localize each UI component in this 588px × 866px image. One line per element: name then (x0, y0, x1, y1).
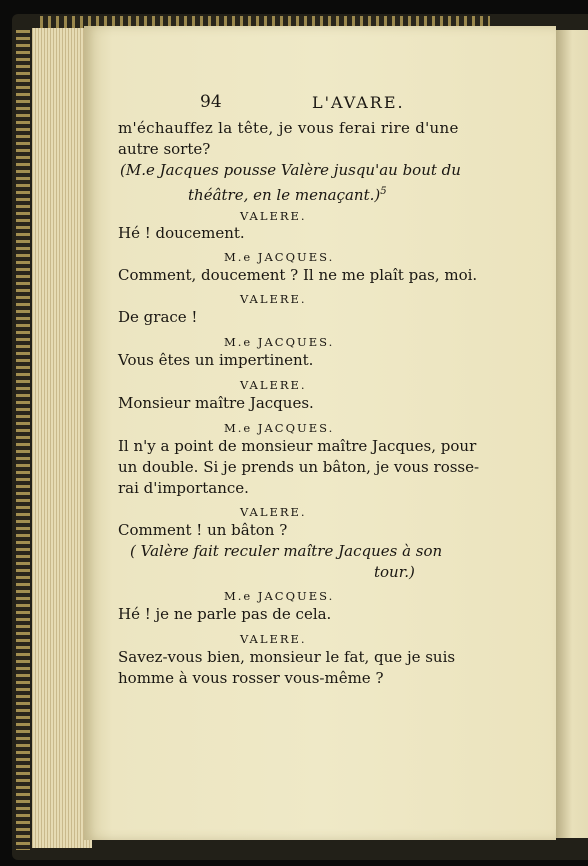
text-line: homme à vous rosser vous-même ? (118, 669, 384, 687)
running-title: L'AVARE. (312, 93, 405, 112)
stage-direction: ( Valère fait reculer maître Jacques à son (130, 542, 443, 560)
facing-page-edge (556, 30, 588, 838)
speaker-name: M.e JACQUES. (224, 421, 335, 435)
stage-direction: (M.e Jacques pousse Valère jusqu'au bout du (120, 161, 461, 179)
text-line: autre sorte? (118, 140, 211, 158)
speaker-name: VALERE. (240, 292, 307, 306)
speaker-name: M.e JACQUES. (224, 589, 335, 603)
text-line: Il n'y a point de monsieur maître Jacques, pour (118, 437, 477, 455)
text-line: Savez-vous bien, monsieur le fat, que je suis (118, 648, 456, 666)
speaker-name: VALERE. (240, 632, 307, 646)
footnote-marker: 5 (380, 186, 387, 197)
page-text (118, 92, 528, 687)
stage-direction: tour.) (374, 563, 415, 581)
text-line: Comment ! un bâton ? (118, 521, 288, 539)
page-number: 94 (200, 92, 222, 112)
stage-direction (188, 181, 387, 206)
text-line: De grace ! (118, 308, 198, 326)
speaker-name: M.e JACQUES. (224, 250, 335, 264)
spine-ornament (16, 30, 30, 850)
text-line: Hé ! je ne parle pas de cela. (118, 605, 332, 623)
text-line: m'échauffez la tête, je vous ferai rire d'une (118, 119, 459, 137)
text-line: un double. Si je prends un bâton, je vous rosse- (118, 458, 480, 476)
text-line: Monsieur maître Jacques. (118, 394, 314, 412)
text-line: rai d'importance. (118, 479, 249, 497)
page-edges (32, 28, 92, 848)
speaker-name: M.e JACQUES. (224, 335, 335, 349)
page-header (118, 92, 528, 114)
speaker-name: VALERE. (240, 378, 307, 392)
speaker-name: VALERE. (240, 209, 307, 223)
stage-direction-text: théâtre, en le menaçant.) (188, 186, 381, 204)
text-line: Hé ! doucement. (118, 224, 245, 242)
text-line: Vous êtes un impertinent. (118, 351, 314, 369)
speaker-name: VALERE. (240, 505, 307, 519)
text-line: Comment, doucement ? Il ne me plaît pas, moi. (118, 266, 478, 284)
